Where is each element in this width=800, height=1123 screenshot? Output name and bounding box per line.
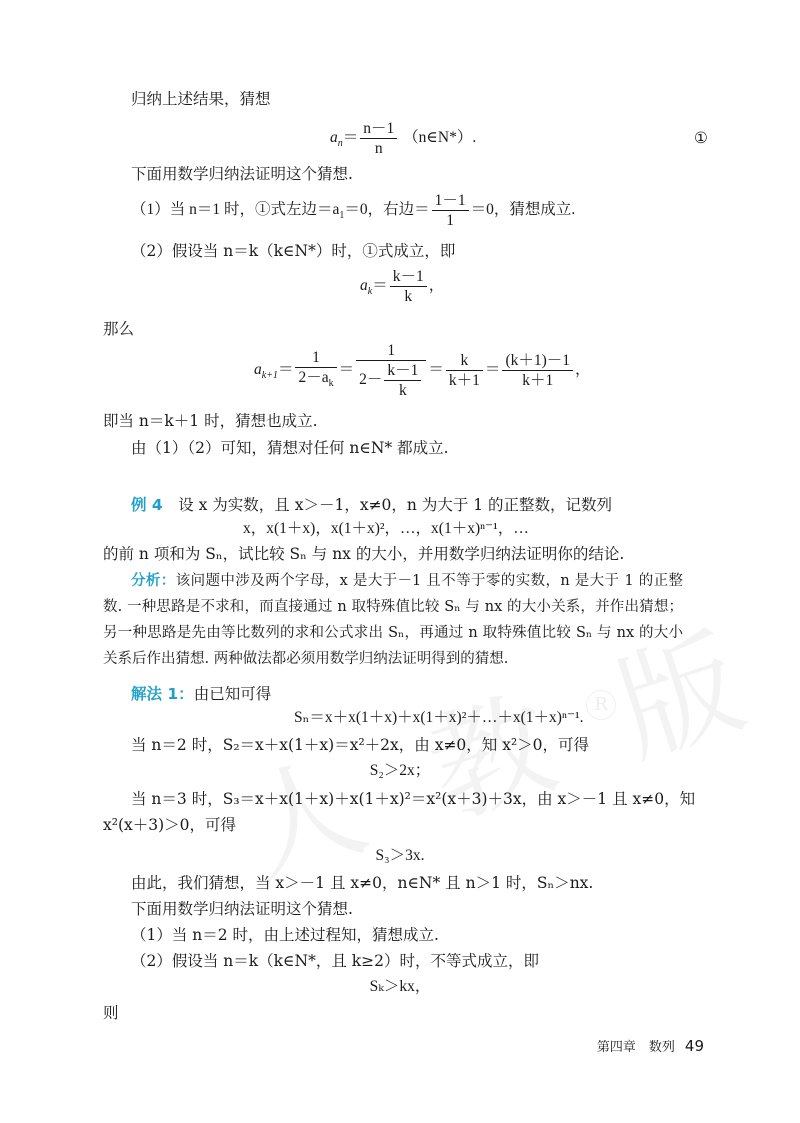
eq3-f2-numerator: 1 — [356, 341, 426, 361]
eq2-lhs: a — [360, 277, 368, 294]
eq3-fraction-1 — [295, 348, 336, 393]
step1-numerator: 1－1 — [432, 191, 469, 211]
eq1-fraction — [360, 119, 397, 158]
solution-1 — [131, 683, 271, 705]
eq3-f2-nested-den: k — [399, 381, 407, 399]
eq3-f1-den-sub: k — [328, 377, 334, 389]
analysis-label: 分析： — [131, 573, 176, 589]
analysis-text: 该问题中涉及两个字母，x 是大于－1 且不等于零的实数，n 是大于 1 的正整数. 一种思路是不求和，而直接通过 n 取特殊值比较 Sₙ 与 nx 的大小关系，并作出猜想；另一种思路是先由等比数列的求和公式求出 Sₙ，再通过 n 取特殊值比较 Sₙ 与 nx 的大小关系后作出猜想. 两种做法都必须用数学归纳法证明得到的猜想. — [103, 573, 684, 667]
eq2-tail: ， — [428, 277, 445, 294]
paragraph-proof-intro: 下面用数学归纳法证明这个猜想. — [131, 165, 353, 183]
equation-sum: Sₙ＝x＋x(1＋x)＋x(1＋x)²＋…＋x(1＋x)ⁿ⁻¹. — [294, 709, 584, 726]
eq2-sub: k — [367, 286, 373, 298]
eq3-f3-denominator: k＋1 — [448, 371, 480, 389]
eq1-numerator: n－1 — [360, 119, 397, 139]
eq3-f3-numerator: k — [446, 351, 483, 371]
eq1-denominator: n — [374, 139, 383, 157]
page-number: 49 — [684, 1037, 704, 1055]
paragraph-step1-b: （1）当 n＝2 时，由上述过程知，猜想成立. — [131, 926, 439, 944]
step1-fraction — [432, 191, 469, 230]
paragraph-conjecture: 归纳上述结果，猜想 — [131, 90, 271, 108]
eq3-fraction-3 — [446, 351, 483, 390]
eq3-f2-nested-num: k－1 — [384, 361, 421, 381]
equation-sk: Sₖ＞kx， — [369, 978, 431, 995]
example-4-question: 的前 n 项和为 Sₙ，试比较 Sₙ 与 nx 的大小，并用数学归纳法证明你的结论. — [103, 545, 625, 563]
example-4-text: 设 x 为实数，且 x＞－1，x≠0，n 为大于 1 的正整数，记数列 — [178, 496, 613, 514]
paragraph-n2: 当 n＝2 时，S₂＝x＋x(1＋x)＝x²＋2x，由 x≠0，知 x²＞0，可得 — [131, 736, 590, 754]
paragraph-proof-intro-2: 下面用数学归纳法证明这个猜想. — [131, 900, 353, 918]
paragraph-n3-line2: x²(x＋3)＞0，可得 — [103, 816, 237, 834]
eq1-condition: （n∈N*）. — [403, 129, 477, 146]
eq3-sub: k+1 — [261, 370, 278, 382]
eq3-tail: ， — [575, 361, 591, 378]
example-4-label: 例 4 — [131, 496, 163, 514]
analysis-paragraph — [103, 568, 683, 672]
page-footer — [597, 1036, 704, 1055]
eq3-f2-den-pre: 2－ — [359, 371, 383, 388]
eq3-fraction-2 — [356, 341, 426, 400]
eq3-f4-numerator: (k＋1)－1 — [502, 351, 573, 371]
step1-text-a: （1）当 n＝1 时，①式左边＝a — [131, 201, 340, 218]
eq3-fraction-4 — [502, 351, 573, 390]
equation-1: $a_n=$ $\frac{n-1}{n}$ （n∈N*）. — [330, 119, 477, 157]
paragraph-guess: 由此，我们猜想，当 x＞－1 且 x≠0，n∈N* 且 n＞1 时，Sₙ＞nx. — [131, 874, 594, 892]
paragraph-step1 — [131, 190, 575, 236]
eq3-lhs: a — [254, 361, 262, 378]
registered-mark: R — [586, 690, 616, 720]
equation-s2: S₂＞2x； — [369, 762, 431, 779]
step1-text-b: ＝0，右边＝ — [344, 201, 430, 218]
equation-1-marker: ① — [694, 129, 708, 147]
eq2-denominator: k — [404, 287, 413, 305]
equation-2: $a_k=$ $\frac{k-1}{k}$ ， — [360, 267, 445, 305]
solution-1-label: 解法 1： — [131, 685, 194, 703]
paragraph-then: 那么 — [103, 320, 135, 338]
eq1-lhs: a — [330, 129, 338, 146]
paragraph-induction-holds: 即当 n＝k＋1 时，猜想也成立. — [103, 412, 318, 430]
paragraph-n3-line1: 当 n＝3 时，S₃＝x＋x(1＋x)＋x(1＋x)²＝x²(x＋3)＋3x，由 x＞－1 且 x≠0，知 — [131, 790, 696, 808]
paragraph-step2-b: （2）假设当 n＝k（k∈N*，且 k≥2）时，不等式成立，即 — [131, 952, 540, 970]
footer-chapter: 第四章 数列 — [596, 1040, 675, 1055]
eq3-f1-den-text: 2－a — [298, 368, 329, 386]
solution-1-text: 由已知可得 — [193, 685, 272, 703]
sequence: x，x(1＋x)，x(1＋x)²，…，x(1＋x)ⁿ⁻¹，… — [243, 520, 529, 537]
step1-denominator: 1 — [446, 211, 455, 229]
eq3-f1-numerator: 1 — [295, 348, 336, 368]
step1-sub: 1 — [339, 210, 345, 222]
eq3-f2-denominator — [356, 361, 426, 400]
eq2-fraction — [390, 267, 427, 306]
paragraph-then-2: 则 — [103, 1004, 119, 1022]
eq3-f4-denominator: k＋1 — [522, 371, 554, 389]
example-4 — [131, 494, 612, 516]
paragraph-step2: （2）假设当 n＝k（k∈N*）时，①式成立，即 — [131, 242, 456, 260]
paragraph-conclusion: 由（1）（2）可知，猜想对任何 n∈N* 都成立. — [131, 439, 449, 457]
equation-s3: S₃＞3x. — [375, 847, 425, 864]
eq3-f2-nested-fraction — [384, 361, 421, 400]
step1-text-c: ＝0，猜想成立. — [470, 201, 576, 218]
equation-3: $a_{k+1}=$ $\frac{1}{2-a_k}$ ＝ 1 2－ $\frac{k-1}{k}$ ＝ $\frac{k}{k+1}$ ＝ $\frac{(k+1)-1}{k+1}$ ， — [254, 341, 591, 399]
eq3-f1-denominator — [295, 368, 336, 393]
eq2-numerator: k－1 — [390, 267, 427, 287]
eq1-sub: n — [337, 138, 343, 150]
